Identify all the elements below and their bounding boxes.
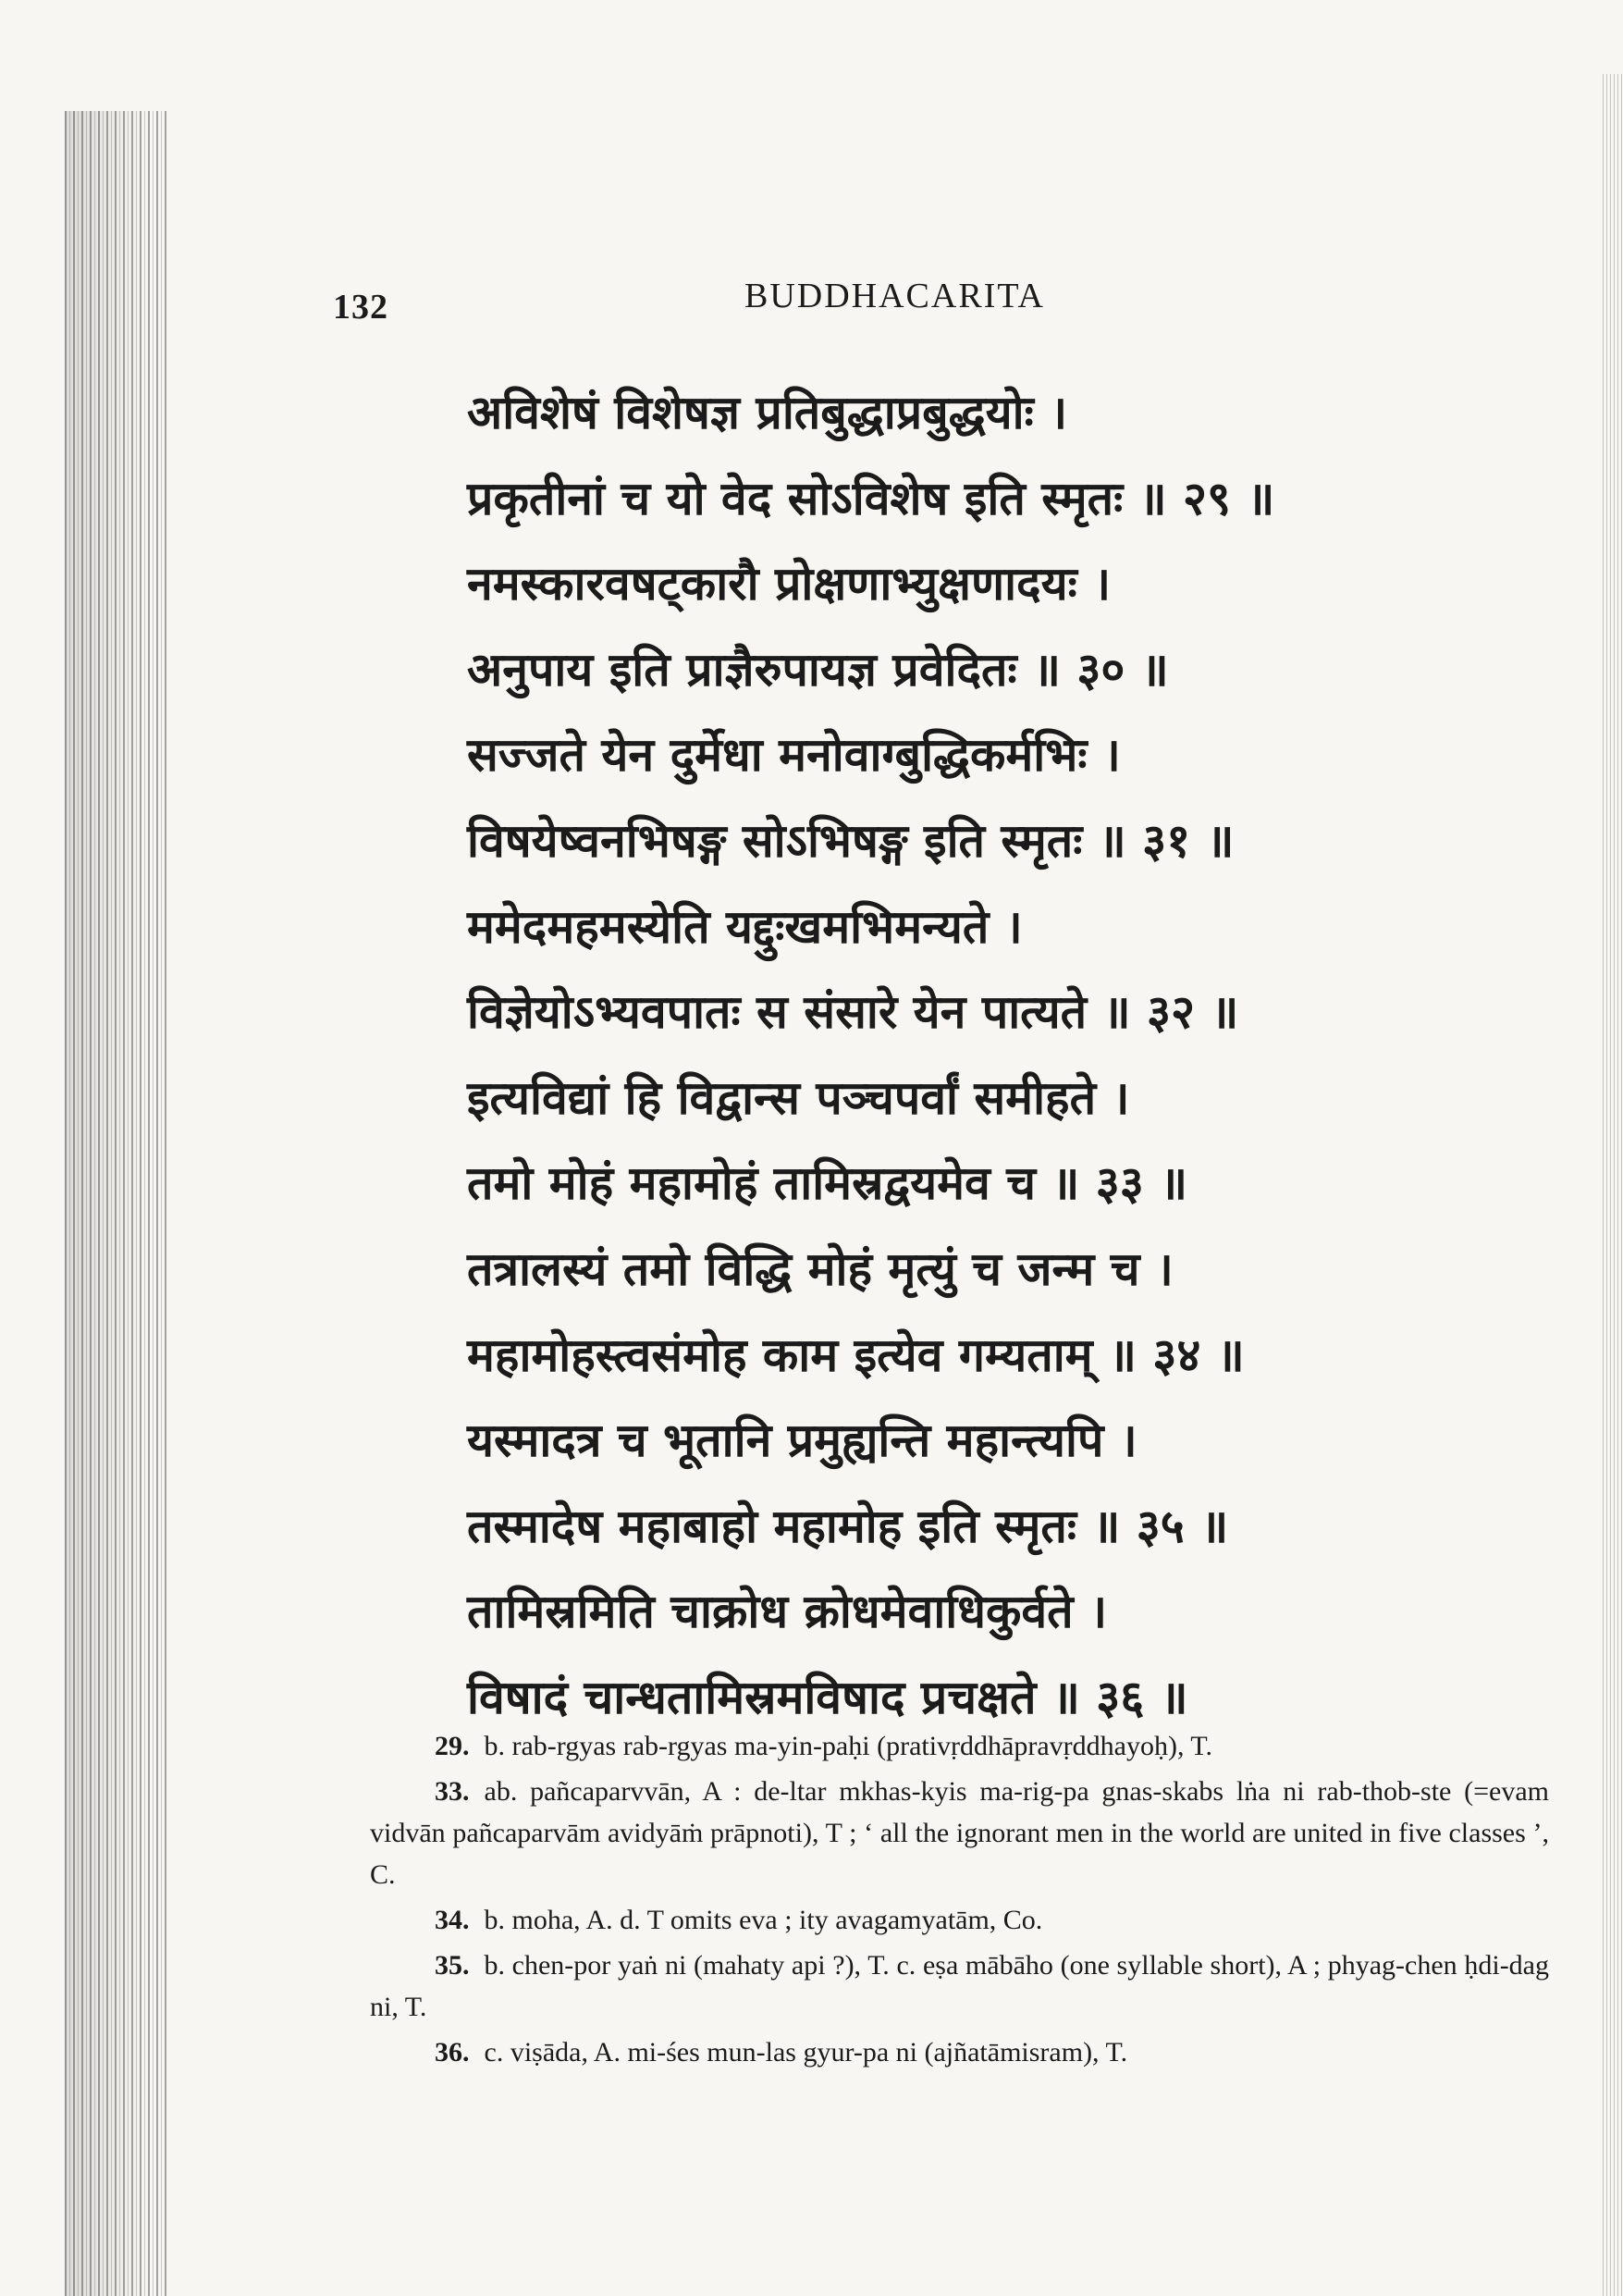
note-number: 35. [435,1950,470,1981]
note-text: b. chen-por yaṅ ni (mahaty api ?), T. c. eṣa mābāho (one syllable short), A ; phyag-chen ḥdi-dag ni, T. [370,1950,1549,2022]
note-text: c. viṣāda, A. mi-śes mun-las gyur-pa ni (ajñatāmisram), T. [484,2037,1128,2068]
verse-line: तस्मादेष महाबाहो महामोह इति स्मृतः ॥ ३५ ॥ [467,1499,1229,1553]
verse-block [467,370,1447,1741]
verse-line: इत्यविद्यां हि विद्वान्स पञ्चपर्वां समीहते । [467,1070,1130,1125]
note-number: 29. [435,1731,470,1761]
note-34 [370,1899,1549,1941]
verse-line: नमस्कारवषट्कारौ प्रोक्षणाभ्युक्षणादयः । [467,557,1112,611]
note-36 [370,2031,1549,2073]
textual-notes [370,1725,1549,2077]
note-number: 33. [435,1776,470,1807]
running-head: BUDDHACARITA [744,277,1045,315]
note-text: ab. pañcaparvvān, A : de-ltar mkhas-kyis ma-rig-pa gnas-skabs lṅa ni rab-thob-ste (=evam vidvān pañcaparvām avidyāṁ prāpnoti), T ; ‘ all the ignorant men in the world are united in five classes ’, C. [370,1776,1549,1890]
verse-line: महामोहस्त्वसंमोह काम इत्येव गम्यताम् ॥ ३४ ॥ [467,1327,1245,1382]
note-35 [370,1944,1549,2028]
note-33 [370,1771,1549,1895]
verse-line: अनुपाय इति प्राज्ञैरुपायज्ञ प्रवेदितः ॥ ३० ॥ [467,642,1169,697]
verse-line: तामिस्रमिति चाक्रोध क्रोधमेवाधिकुर्वते । [467,1585,1108,1639]
note-number: 36. [435,2037,470,2068]
verse-line: अविशेषं विशेषज्ञ प्रतिबुद्धाप्रबुद्धयोः । [467,386,1068,439]
page-number: 132 [333,288,388,327]
verse-line: तमो मोहं महामोहं तामिस्रद्वयमेव च ॥ ३३ ॥ [467,1156,1188,1211]
verse-line: सज्जते येन दुर्मेधा मनोवाग्बुद्धिकर्मभिः । [467,728,1121,783]
verse-line: विषादं चान्धतामिस्रमविषाद प्रचक्षते ॥ ३६ ॥ [467,1670,1188,1724]
binding-edge-shadow [65,111,166,2296]
note-number: 34. [435,1905,470,1935]
page-edge-shadow [1603,74,1623,2296]
note-29 [370,1725,1549,1767]
note-text: b. moha, A. d. T omits eva ; ity avagamyatām, Co. [484,1905,1043,1935]
verse-line: विज्ञेयोऽभ्यवपातः स संसारे येन पात्यते ॥ ३२ ॥ [467,985,1239,1040]
verse-line: विषयेष्वनभिषङ्ग सोऽभिषङ्ग इति स्मृतः ॥ ३१ ॥ [467,813,1235,868]
verse-line: तत्रालस्यं तमो विद्धि मोहं मृत्युं च जन्म च । [467,1241,1174,1296]
note-text: b. rab-rgyas rab-rgyas ma-yin-paḥi (prativṛddhāpravṛddhayoḥ), T. [484,1731,1213,1761]
verse-line: यस्मादत्र च भूतानि प्रमुह्यन्ति महान्त्यपि । [467,1413,1137,1468]
verse-line: ममेदमहमस्येति यद्दुःखमभिमन्यते । [467,899,1023,954]
verse-line: प्रकृतीनां च यो वेद सोऽविशेष इति स्मृतः ॥ २९ ॥ [467,471,1275,525]
